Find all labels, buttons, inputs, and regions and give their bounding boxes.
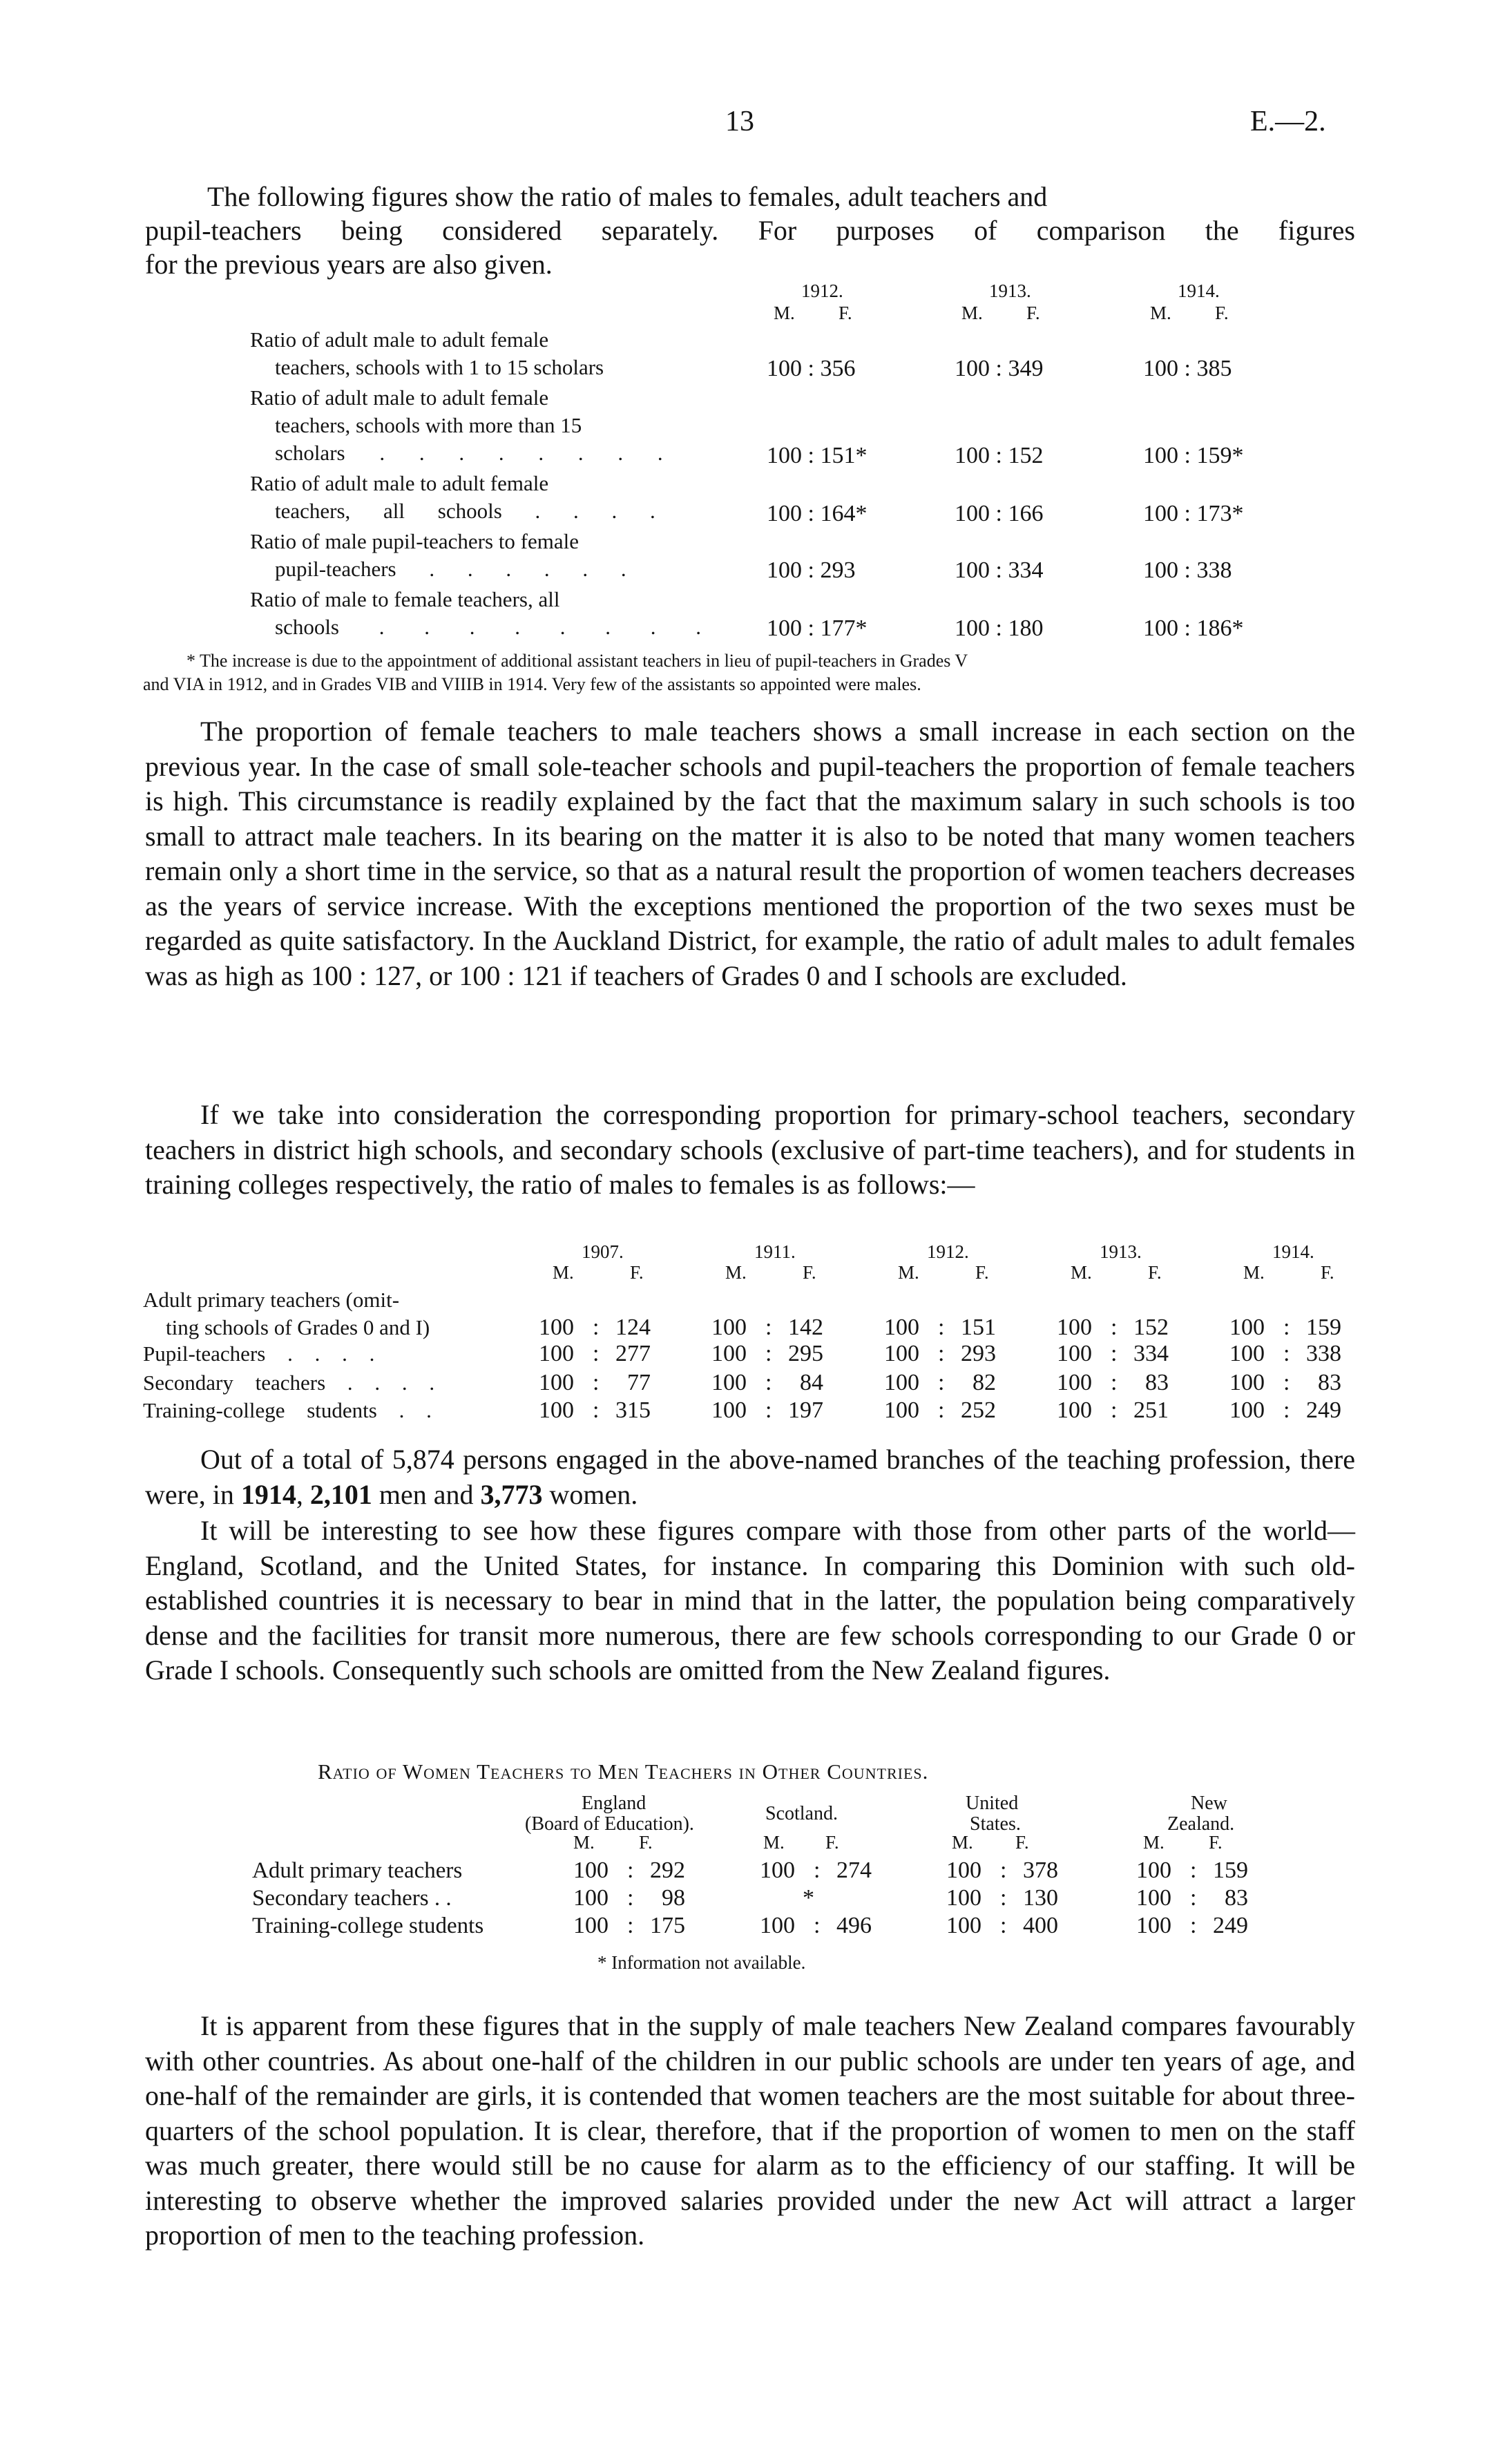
t2-row3-col2-male: 100 [711, 1370, 747, 1395]
paragraph-proportion: The proportion of female teachers to male teachers shows a small increase in each section on the previous year. In the case of small sole-teacher schools and pupil-teachers the proportion of female teachers is high. This circumstance is readily explained by the fact that the maximum salary in such schools is too small to attract male teachers. In its bearing on the matter it is also to be noted that many women teachers remain only a short time in the service, so that as a natural result the proportion of women teachers decreases as the years of service increase. With the exceptions mentioned the proportion of the two sexes must be regarded as quite satisfactory. In the Auckland District, for example, the ratio of adult males to adult females was as high as 100 : 127, or 100 : 121 if teachers of Grades 0 and I schools are excluded. [145, 716, 1355, 991]
t2-row4-col3-sep: : [938, 1397, 945, 1423]
t3-row1-col1-female: 292 [650, 1857, 685, 1883]
t2-row1-col4-male: 100 [1057, 1315, 1092, 1340]
t3-row1-col1-sep: : [627, 1857, 634, 1883]
para4-text-a: Out of a total of 5,874 persons engaged in the above-named branches of the teaching profession, there were, in [145, 1444, 1355, 1510]
t2-row1-col2-female: 142 [788, 1315, 823, 1340]
t3-row1-col2-female: 274 [836, 1857, 872, 1883]
t1-row2-label-a: Ratio of adult male to adult female [250, 385, 549, 410]
t2-row4-col1-sep: : [593, 1397, 600, 1423]
t2-row3-col1-female: 77 [627, 1370, 651, 1395]
para4-men-count: 2,101 [309, 1478, 372, 1510]
t2-row3-col2-female: 84 [800, 1370, 823, 1395]
t1-row4-1912: 100 : 293 [767, 557, 856, 583]
t3-row3-col3-male: 100 [946, 1913, 981, 1938]
t1-row4-label-b: pupil-teachers . . . . . . [275, 557, 626, 581]
t1-row4-1914: 100 : 338 [1143, 557, 1232, 583]
para4-year: 1914 [240, 1478, 296, 1510]
para4-text-b: , [296, 1478, 310, 1510]
t2-row2-col3-male: 100 [884, 1341, 919, 1366]
t2-row2-col5-sep: : [1283, 1341, 1290, 1366]
t2-year-1911: 1911. [754, 1241, 796, 1262]
t2-row3-col4-male: 100 [1057, 1370, 1092, 1395]
t2-row3-col3-female: 82 [973, 1370, 996, 1395]
t3-row3-col2-male: 100 [760, 1913, 795, 1938]
t1-f-1912: F. [839, 303, 852, 323]
t3-row2-col1-female: 98 [662, 1885, 685, 1911]
t1-footnote-1: * The increase is due to the appointment of additional assistant teachers in lieu of pupil-teachers in Grades V [186, 651, 968, 671]
t1-row2-1914: 100 : 159* [1143, 443, 1244, 468]
intro-line-3: for the previous years are also given. [145, 249, 553, 280]
t1-year-1912: 1912. [801, 280, 843, 301]
t2-row4-col4-sep: : [1111, 1397, 1118, 1423]
t2-row3-col1-male: 100 [539, 1370, 574, 1395]
t2-f-1911: F. [803, 1262, 816, 1283]
t3-row3-col3-sep: : [1000, 1913, 1007, 1938]
intro-line-2: pupil-teachers being considered separately. For purposes of comparison the figures [145, 215, 1355, 246]
t2-row2-col1-sep: : [593, 1341, 600, 1366]
t2-row1-col2-sep: : [765, 1315, 772, 1340]
t1-row2-label-c: scholars . . . . . . . . [275, 441, 663, 465]
t1-m-1914: M. [1150, 303, 1171, 323]
t3-title: Ratio of Women Teachers to Men Teachers in Other Countries. [318, 1759, 929, 1784]
t2-m-1911: M. [725, 1262, 747, 1283]
t3-row2-label: Secondary teachers . . [252, 1886, 452, 1911]
t2-row1-col1-sep: : [593, 1315, 600, 1340]
t1-year-1914: 1914. [1178, 280, 1220, 301]
t1-row2-1912: 100 : 151* [767, 443, 868, 468]
t3-row1-col4-male: 100 [1136, 1857, 1171, 1883]
t2-row1-col3-female: 151 [961, 1315, 996, 1340]
t2-row1-col5-sep: : [1283, 1315, 1290, 1340]
t1-row4-label-a: Ratio of male pupil-teachers to female [250, 529, 579, 553]
t1-row3-1913: 100 : 166 [955, 501, 1044, 526]
t2-row1-col3-male: 100 [884, 1315, 919, 1340]
t3-row3-col4-female: 249 [1213, 1913, 1248, 1938]
t3-row2-col2-male: * [803, 1885, 814, 1911]
t3-m-us: M. [952, 1832, 973, 1853]
t2-m-1913: M. [1071, 1262, 1092, 1283]
t1-row5-label-b: schools . . . . . . . . [275, 615, 701, 639]
t2-row4-col3-male: 100 [884, 1397, 919, 1423]
t3-m-nz: M. [1143, 1832, 1165, 1853]
t3-col-scotland: Scotland. [765, 1803, 838, 1824]
t3-row2-col1-sep: : [627, 1885, 634, 1911]
t2-row4-col1-female: 315 [615, 1397, 651, 1423]
t1-m-1913: M. [961, 303, 983, 323]
t2-m-1912: M. [898, 1262, 919, 1283]
t2-row2-label-0: Pupil-teachers . . . . [143, 1341, 375, 1366]
t2-row2-col4-female: 334 [1133, 1341, 1169, 1366]
t1-f-1913: F. [1026, 303, 1040, 323]
t2-row2-col2-sep: : [765, 1341, 772, 1366]
t2-row3-label-0: Secondary teachers . . . . [143, 1371, 435, 1395]
t2-row3-col5-sep: : [1283, 1370, 1290, 1395]
para4-text-c: men and [372, 1478, 481, 1510]
t2-year-1914: 1914. [1272, 1241, 1314, 1262]
t2-row4-col4-male: 100 [1057, 1397, 1092, 1423]
t3-row3-col4-sep: : [1190, 1913, 1197, 1938]
t2-row4-col1-male: 100 [539, 1397, 574, 1423]
t3-col-us-a: United [966, 1793, 1019, 1814]
t3-row1-col1-male: 100 [573, 1857, 609, 1883]
t2-f-1914: F. [1321, 1262, 1334, 1283]
t2-row1-col4-female: 152 [1133, 1315, 1169, 1340]
t2-row2-col4-sep: : [1111, 1341, 1118, 1366]
t1-row3-1912: 100 : 164* [767, 501, 868, 526]
t3-f-us: F. [1015, 1832, 1029, 1853]
t1-row1-label-a: Ratio of adult male to adult female [250, 327, 549, 352]
t1-row1-label-b: teachers, schools with 1 to 15 scholars [275, 355, 604, 379]
t1-row3-label-b: teachers, all schools . . . . [275, 499, 655, 523]
t3-col-england-a: England [582, 1793, 646, 1814]
t3-row1-col3-sep: : [1000, 1857, 1007, 1883]
t3-row3-col4-male: 100 [1136, 1913, 1171, 1938]
t2-row1-col2-male: 100 [711, 1315, 747, 1340]
t2-row3-col3-male: 100 [884, 1370, 919, 1395]
t3-row3-col1-sep: : [627, 1913, 634, 1938]
t3-row2-col4-female: 83 [1225, 1885, 1248, 1911]
t2-row2-col3-female: 293 [961, 1341, 996, 1366]
t1-row5-1913: 100 : 180 [955, 615, 1044, 641]
t2-row4-col5-sep: : [1283, 1397, 1290, 1423]
t3-row1-col2-male: 100 [760, 1857, 795, 1883]
t2-row3-col4-sep: : [1111, 1370, 1118, 1395]
t2-year-1907: 1907. [582, 1241, 624, 1262]
t3-row2-col4-male: 100 [1136, 1885, 1171, 1911]
t3-row1-label: Adult primary teachers [252, 1858, 463, 1883]
t1-row5-1914: 100 : 186* [1143, 615, 1244, 641]
report-code: E.—2. [1250, 106, 1326, 137]
t2-row1-col1-female: 124 [615, 1315, 651, 1340]
paragraph-total-persons [145, 1442, 1355, 1512]
t2-row3-col3-sep: : [938, 1370, 945, 1395]
t1-row4-1913: 100 : 334 [955, 557, 1044, 583]
t2-row4-label-0: Training-college students . . [143, 1398, 432, 1422]
t3-m-england: M. [573, 1832, 595, 1853]
t3-col-nz-b: Zealand. [1167, 1813, 1235, 1835]
t3-row2-col4-sep: : [1190, 1885, 1197, 1911]
t3-row2-col3-female: 130 [1023, 1885, 1058, 1911]
t3-col-us-b: States. [970, 1813, 1021, 1835]
t3-footnote: * Information not available. [597, 1952, 806, 1973]
t2-row2-col5-female: 338 [1306, 1341, 1341, 1366]
t3-row3-col1-female: 175 [650, 1913, 685, 1938]
para4-text-d: women. [542, 1478, 638, 1510]
t2-row4-col2-sep: : [765, 1397, 772, 1423]
t1-m-1912: M. [774, 303, 795, 323]
t3-row2-col1-male: 100 [573, 1885, 609, 1911]
t3-row3-label: Training-college students [252, 1913, 484, 1938]
t2-row1-col4-sep: : [1111, 1315, 1118, 1340]
t2-row1-label-1: ting schools of Grades 0 and I) [166, 1315, 430, 1339]
paragraph-corresponding: If we take into consideration the corresponding proportion for primary-school teachers, secondary teachers in district high schools, and secondary schools (exclusive of part-time teachers), and for students in training colleges respectively, the ratio of males to females is as follows:— [145, 1099, 1355, 1200]
t2-m-1914: M. [1243, 1262, 1265, 1283]
t2-row2-col2-female: 295 [788, 1341, 823, 1366]
t3-row1-col2-sep: : [814, 1857, 821, 1883]
t3-row3-col2-female: 496 [836, 1913, 872, 1938]
t2-row4-col3-female: 252 [961, 1397, 996, 1423]
t2-row1-col5-male: 100 [1229, 1315, 1265, 1340]
t2-row3-col2-sep: : [765, 1370, 772, 1395]
page-number: 13 [725, 106, 754, 137]
t2-m-1907: M. [553, 1262, 574, 1283]
paragraph-conclusion: It is apparent from these figures that in the supply of male teachers New Zealand compares favourably with other countries. As about one-half of the children in our public schools are under ten years of age, and one-half of the remainder are girls, it is contended that women teachers are the most suitable for about three-quarters of the school population. It is clear, therefore, that if the proportion of women to men on the staff was much greater, there would still be no cause for alarm as to the efficiency of our staffing. It will be interesting to observe whether the improved salaries provided under the new Act will attract a larger proportion of men to the teaching profession. [145, 2010, 1355, 2251]
intro-line-1: The following figures show the ratio of males to females, adult teachers and [207, 181, 1048, 212]
t2-row3-col4-female: 83 [1145, 1370, 1169, 1395]
t1-row1-1913: 100 : 349 [955, 356, 1044, 381]
t2-f-1913: F. [1148, 1262, 1162, 1283]
t2-year-1913: 1913. [1100, 1241, 1142, 1262]
t3-row3-col3-female: 400 [1023, 1913, 1058, 1938]
t1-row2-label-b: teachers, schools with more than 15 [275, 413, 582, 437]
t2-row3-col5-female: 83 [1318, 1370, 1341, 1395]
t2-row3-col5-male: 100 [1229, 1370, 1265, 1395]
t3-row1-col4-sep: : [1190, 1857, 1197, 1883]
t1-row3-label-a: Ratio of adult male to adult female [250, 471, 549, 495]
t2-f-1907: F. [630, 1262, 644, 1283]
t1-footnote-2: and VIA in 1912, and in Grades VIB and VIIIB in 1914. Very few of the assistants so appointed were males. [143, 674, 921, 694]
t2-row4-col2-male: 100 [711, 1397, 747, 1423]
t2-row4-col5-male: 100 [1229, 1397, 1265, 1423]
t3-row3-col2-sep: : [814, 1913, 821, 1938]
t3-row2-col3-male: 100 [946, 1885, 981, 1911]
t2-row4-col5-female: 249 [1306, 1397, 1341, 1423]
t2-row1-label-0: Adult primary teachers (omit- [143, 1288, 400, 1312]
t3-row1-col4-female: 159 [1213, 1857, 1248, 1883]
t2-row3-col1-sep: : [593, 1370, 600, 1395]
paragraph-comparison: It will be interesting to see how these figures compare with those from other parts of the world—England, Scotland, and the United States, for instance. In comparing this Dominion with such old-established countries it is necessary to bear in mind that in the latter, the population being comparatively dense and the facilities for transit more numerous, there are few schools corresponding to our Grade 0 or Grade I schools. Consequently such schools are omitted from the New Zealand figures. [145, 1515, 1355, 1685]
t3-m-scotland: M. [763, 1832, 785, 1853]
t1-f-1914: F. [1215, 303, 1229, 323]
t3-f-nz: F. [1209, 1832, 1223, 1853]
t3-row2-col3-sep: : [1000, 1885, 1007, 1911]
t3-col-nz-a: New [1191, 1793, 1227, 1814]
t3-row1-col3-female: 378 [1023, 1857, 1058, 1883]
t2-row4-col2-female: 197 [788, 1397, 823, 1423]
t3-row3-col1-male: 100 [573, 1913, 609, 1938]
t2-year-1912: 1912. [927, 1241, 969, 1262]
t2-row1-col5-female: 159 [1306, 1315, 1341, 1340]
t1-row5-label-a: Ratio of male to female teachers, all [250, 587, 560, 611]
t1-row1-1912: 100 : 356 [767, 356, 856, 381]
t2-row2-col2-male: 100 [711, 1341, 747, 1366]
t3-row1-col3-male: 100 [946, 1857, 981, 1883]
t2-row4-col4-female: 251 [1133, 1397, 1169, 1423]
t2-row1-col1-male: 100 [539, 1315, 574, 1340]
t2-f-1912: F. [975, 1262, 989, 1283]
t1-row5-1912: 100 : 177* [767, 615, 868, 641]
t3-f-scotland: F. [825, 1832, 839, 1853]
t3-col-england-b: (Board of Education). [525, 1813, 694, 1835]
t2-row2-col1-male: 100 [539, 1341, 574, 1366]
t1-row1-1914: 100 : 385 [1143, 356, 1232, 381]
para4-women-count: 3,773 [480, 1478, 543, 1510]
t1-row2-1913: 100 : 152 [955, 443, 1044, 468]
t2-row2-col1-female: 277 [615, 1341, 651, 1366]
t1-year-1913: 1913. [989, 280, 1031, 301]
t1-row3-1914: 100 : 173* [1143, 501, 1244, 526]
t3-f-england: F. [639, 1832, 653, 1853]
t2-row2-col3-sep: : [938, 1341, 945, 1366]
t2-row2-col4-male: 100 [1057, 1341, 1092, 1366]
t2-row2-col5-male: 100 [1229, 1341, 1265, 1366]
t2-row1-col3-sep: : [938, 1315, 945, 1340]
